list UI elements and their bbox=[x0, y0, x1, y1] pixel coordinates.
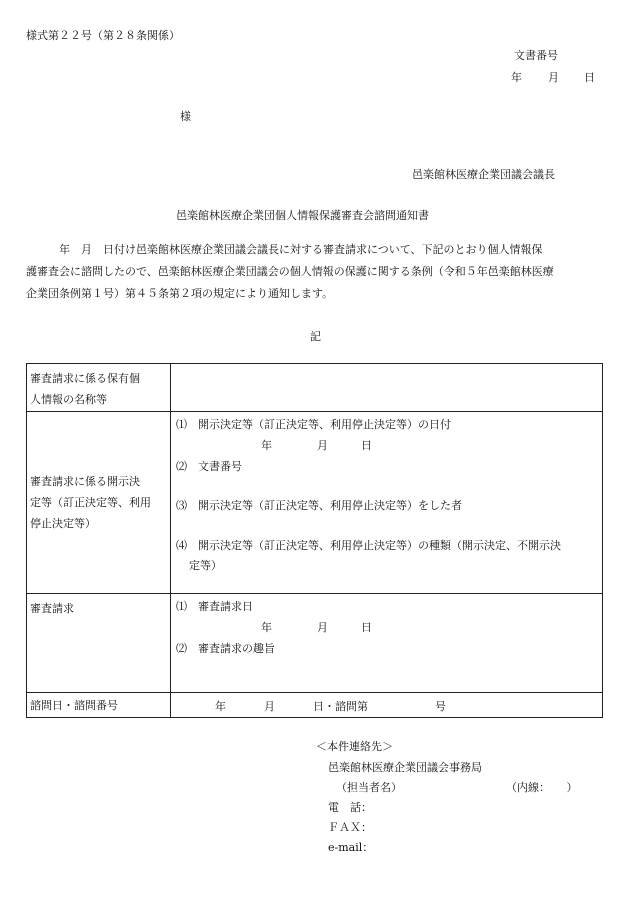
date-month: 月 bbox=[548, 71, 559, 84]
row2-item1-month: 月 bbox=[317, 439, 328, 452]
form-number: 様式第２２号（第２８条関係） bbox=[26, 29, 180, 42]
row4-number-suffix: 号 bbox=[435, 700, 446, 713]
body-line: 年 月 日付け邑楽館林医療企業団議会議長に対する審査請求について、下記のとおり個人情報保 bbox=[26, 243, 543, 256]
row2-item1-year: 年 bbox=[261, 439, 272, 452]
row3-label bbox=[27, 594, 171, 693]
addressee-suffix: 様 bbox=[180, 110, 191, 123]
contact-phone: 電 話： bbox=[328, 801, 372, 814]
contact-office: 邑楽館林医療企業団議会事務局 bbox=[328, 761, 482, 774]
row2-label-line: 停止決定等） bbox=[30, 517, 96, 530]
row3-item1-month: 月 bbox=[317, 621, 328, 634]
row3-label-text: 審査請求 bbox=[30, 602, 74, 615]
contact-heading: ＜本件連絡先＞ bbox=[316, 740, 393, 753]
row2-item3: ⑶ 開示決定等（訂正決定等、利用停止決定等）をした者 bbox=[176, 499, 462, 512]
row4-content bbox=[171, 693, 603, 718]
document-title: 邑楽館林医療企業団個人情報保護審査会諮問通知書 bbox=[176, 209, 429, 222]
contact-email: e-mail： bbox=[328, 841, 374, 854]
row3-item1-day: 日 bbox=[361, 621, 372, 634]
row4-year: 年 bbox=[215, 700, 226, 713]
sender: 邑楽館林医療企業団議会議長 bbox=[412, 168, 555, 181]
row3-item1-year: 年 bbox=[261, 621, 272, 634]
row4-month: 月 bbox=[264, 700, 275, 713]
row2-item4-line1: ⑷ 開示決定等（訂正決定等、利用停止決定等）の種類（開示決定、不開示決 bbox=[176, 539, 561, 552]
contact-extension: （内線： ） bbox=[506, 781, 578, 794]
table-row bbox=[27, 364, 603, 412]
row1-label-line: 審査請求に係る保有個 bbox=[30, 372, 140, 385]
row3-item1: ⑴ 審査請求日 bbox=[176, 600, 253, 613]
row2-item1-day: 日 bbox=[361, 439, 372, 452]
row4-label bbox=[27, 693, 171, 718]
contact-person: （担当者名） bbox=[336, 781, 402, 794]
document-number-label: 文書番号 bbox=[514, 49, 558, 62]
row2-label bbox=[27, 412, 171, 594]
row1-label-line: 人情報の名称等 bbox=[30, 393, 107, 406]
row3-content bbox=[171, 594, 603, 693]
row1-label bbox=[27, 364, 171, 412]
row2-label-line: 定等（訂正決定等、利用 bbox=[30, 496, 151, 509]
row1-content bbox=[171, 364, 603, 412]
table-row bbox=[27, 693, 603, 718]
row3-item2: ⑵ 審査請求の趣旨 bbox=[176, 642, 275, 655]
row4-label-text: 諮問日・諮問番号 bbox=[30, 699, 118, 712]
row2-label-line: 審査請求に係る開示決 bbox=[30, 475, 140, 488]
row2-item1: ⑴ 開示決定等（訂正決定等、利用停止決定等）の日付 bbox=[176, 418, 451, 431]
row2-content bbox=[171, 412, 603, 594]
contact-fax: ＦＡＸ： bbox=[328, 821, 372, 834]
date-year: 年 bbox=[511, 71, 522, 84]
body-line: 護審査会に諮問したので、邑楽館林医療企業団議会の個人情報の保護に関する条例（令和５年邑楽館林医療 bbox=[26, 265, 554, 278]
body-paragraph bbox=[26, 239, 606, 305]
row2-item2: ⑵ 文書番号 bbox=[176, 460, 242, 473]
ki-heading: 記 bbox=[310, 330, 321, 343]
table-row bbox=[27, 412, 603, 594]
table-row bbox=[27, 594, 603, 693]
row4-day-number: 日・諮問第 bbox=[313, 700, 368, 713]
body-line: 企業団条例第１号）第４５条第２項の規定により通知します。 bbox=[26, 287, 334, 300]
form-table bbox=[26, 363, 603, 718]
date-day: 日 bbox=[584, 71, 595, 84]
row2-item4-line2: 定等） bbox=[189, 559, 222, 572]
